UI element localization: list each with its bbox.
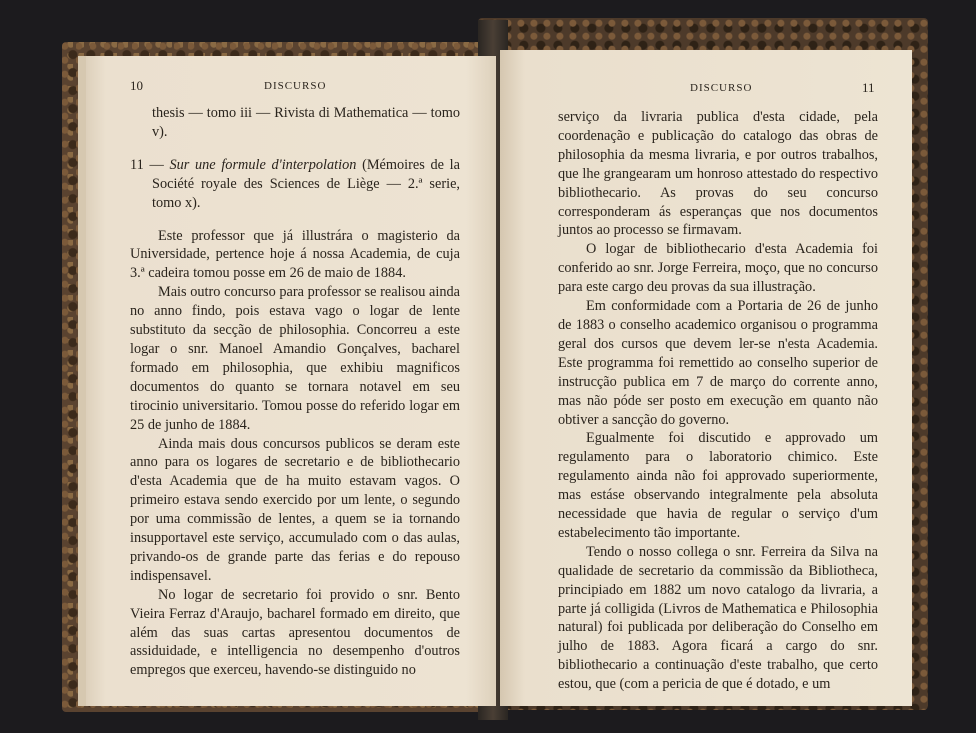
- paragraph: Egualmente foi discutido e approvado um regulamento para o laboratorio chimico. Este regulamento ainda não foi approvado superiormente, mas estáse observando integralmente pela absoluta necessidade que havia de regular o serviço d'um estabelecimento tão importante.: [558, 430, 878, 541]
- paragraph: Em conformidade com a Portaria de 26 de junho de 1883 o conselho academico organisou o programma geral dos cursos que devem ler-se n'esta Academia. Este programma foi remettido ao conselho superior de instrucção publica em 7 de março do corrente anno, mas não póde ser posto em execução em quanto não obtiver a sancção do governo.: [558, 298, 878, 428]
- left-page-text: [130, 104, 460, 680]
- page-number-right: 11: [862, 80, 875, 95]
- left-page: [78, 56, 496, 706]
- page-number-left: 10: [130, 78, 143, 93]
- paragraph: thesis — tomo iii — Rivista di Mathematica — tomo v).: [152, 105, 460, 140]
- right-page-text: [558, 108, 878, 694]
- paragraph: Tendo o nosso collega o snr. Ferreira da Silva na qualidade de secretario da commissão da Bibliotheca, principiado em 1882 um novo catalogo da livraria, a parte já colligida (Livros de Mathematica e Philosophia natural) foi publicada por deliberação do Conselho em julho de 1883. Agora ficará a cargo do snr. bibliothecario a continuação d'este trabalho, que certo estou, que (com a pericia de que é dotado, e um: [558, 543, 878, 693]
- paragraph: Ainda mais dous concursos publicos se deram este anno para os logares de secretario e de bibliothecario d'esta Academia que de ha muito estavam vagos. O primeiro estava sendo exercido por um lente, o segundo por uma commissão de lentes, a quem se ia tornando insupportavel este serviço, accumulado com o das aulas, privando-os de grande parte das ferias e do repouso indispensavel.: [130, 435, 460, 584]
- paragraph: O logar de bibliothecario d'esta Academia foi conferido ao snr. Jorge Ferreira, moço, que no concurso para este cargo deu provas da sua illustração.: [558, 241, 878, 296]
- paragraph: Este professor que já illustrára o magisterio da Universidade, pertence hoje á nossa Academia, de cuja 3.ª cadeira tomou posse em 26 de maio de 1884.: [130, 227, 460, 282]
- paragraph: Mais outro concurso para professor se realisou ainda no anno findo, pois estava vago o logar de lente substituto da secção de philosophia. Concorreu a este logar o snr. Manoel Amandio Gonçalves, bacharel formado em philosophia, que exhibiu magnificos documentos do quanto se tornara notavel em seu tirocinio universitario. Tomou posse do referido logar em 25 de junho de 1884.: [130, 284, 460, 433]
- paragraph: No logar de secretario foi provido o snr. Bento Vieira Ferraz d'Araujo, bacharel formado em direito, que além das suas cartas apresentou documentos de assiduidade, e intelligencia no desempenho d'outros empregos que exerceu, havendo-se distinguido no: [130, 586, 460, 679]
- running-head-right: DISCURSO: [690, 82, 753, 94]
- paragraph: 11 — Sur une formule d'interpolation (Mémoires de la Société royale des Sciences de Liège — 2.ª serie, tomo x).: [130, 156, 460, 211]
- running-head-left: DISCURSO: [264, 80, 327, 92]
- right-page: [500, 50, 912, 706]
- paragraph: serviço da livraria publica d'esta cidade, pela coordenação e publicação do catalogo das obras de philosophia da mesma livraria, e por outros trabalhos, que lhe grangearam um honroso attestado do respectivo bibliothecario. As provas do seu concurso corresponderam ás esperanças que nos documentos juntos ao processo se firmavam.: [558, 109, 878, 239]
